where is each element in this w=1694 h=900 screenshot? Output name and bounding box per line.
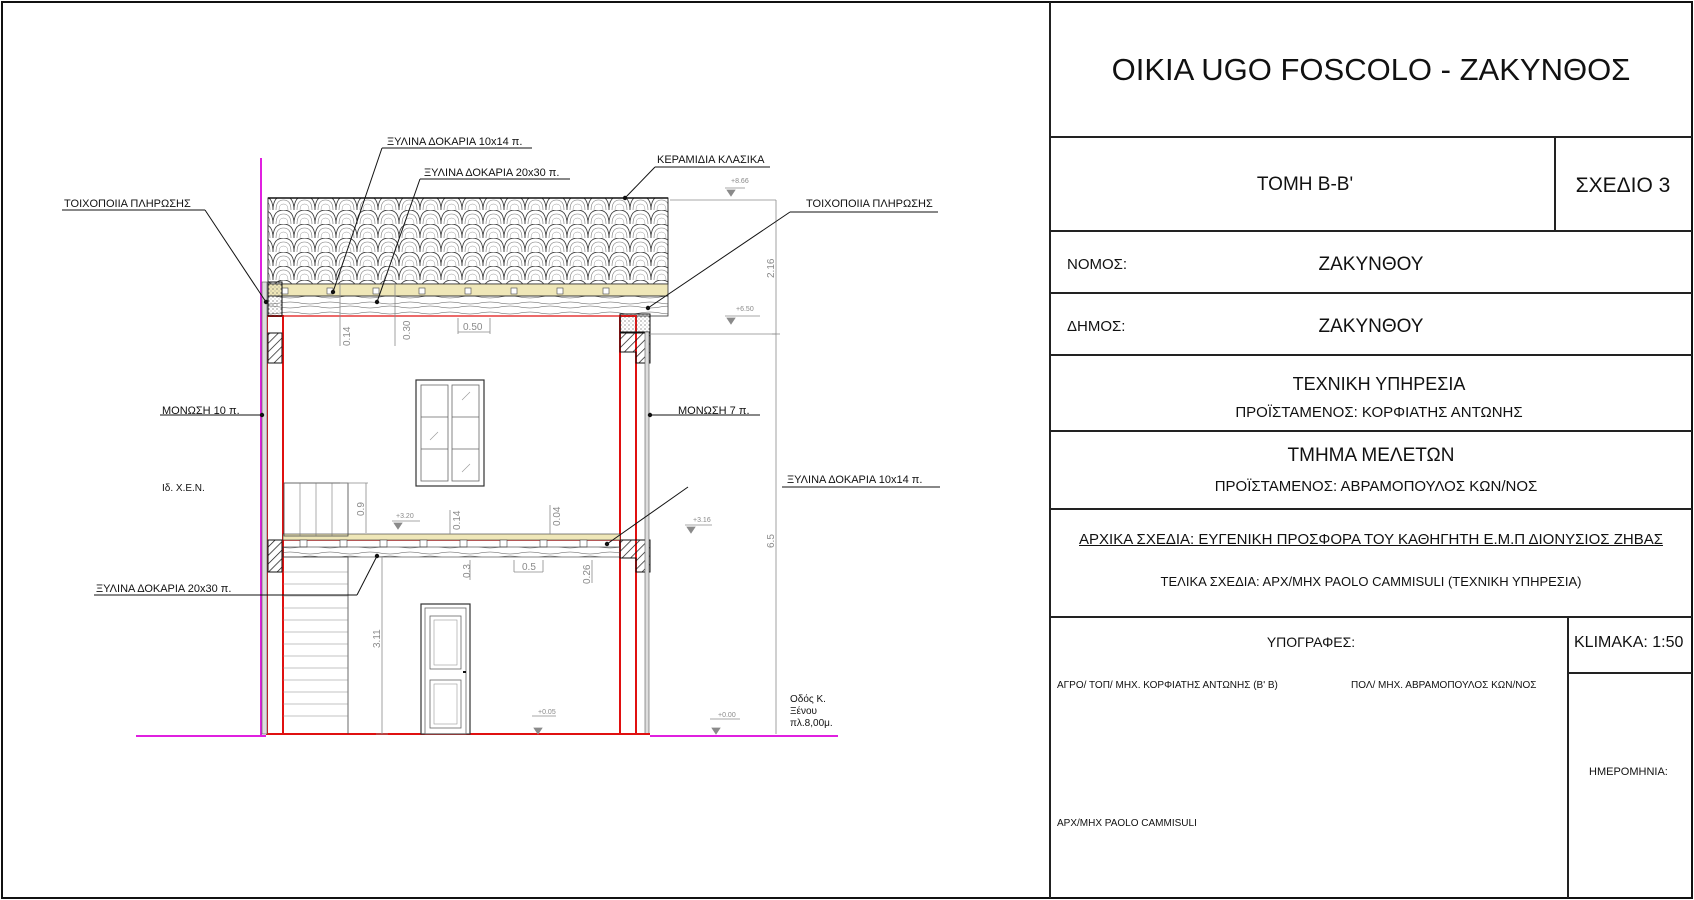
label-insulation-left: ΜΟΝΩΣΗ 10 π.	[162, 405, 240, 417]
label-beam-mid-20x30: ΞΥΛΙΝΑ ΔΟΚΑΡΙΑ 20x30 π.	[96, 583, 232, 595]
divider	[1049, 292, 1692, 294]
level-0-00: +0.00	[718, 712, 736, 719]
label-roof-tiles: ΚΕΡΑΜΙΔΙΑ ΚΛΑΣΙΚΑ	[657, 154, 765, 166]
level-6-50: +6.50	[736, 306, 754, 313]
divider	[1049, 354, 1692, 356]
mid-floor-beam	[283, 547, 620, 557]
stair-stringer	[283, 557, 348, 734]
project-title: OIKIA UGO FOSCOLO - ΖΑΚΥΝΘΟΣ	[1111, 52, 1631, 87]
dim-0-14-top: 0.14	[342, 326, 353, 346]
dimos-label: ΔΗΜΟΣ:	[1067, 318, 1126, 335]
right-wall-infill-top	[620, 314, 650, 332]
dim-3-11: 3.11	[372, 629, 383, 648]
divider	[1567, 672, 1692, 674]
window-upper	[416, 380, 484, 486]
dim-0-9: 0.9	[356, 502, 367, 516]
technical-service-head: ΠΡΟΪΣΤΑΜΕΝΟΣ: ΚΟΡΦΙΑΤΗΣ ΑΝΤΩΝΗΣ	[1235, 404, 1523, 421]
dim-0-26: 0.26	[582, 564, 593, 584]
signer-architect: ΑΡΧ/ΜΗΧ PAOLO CAMMISULI	[1057, 818, 1197, 829]
final-drawings-credit: ΤΕΛΙΚΑ ΣΧΕΔΙΑ: ΑΡΧ/ΜΗΧ PAOLO CAMMISULI (ΤΕΧΝΙΚΗ ΥΠΗΡΕΣΙΑ)	[1160, 574, 1582, 589]
stair-treads	[283, 572, 348, 716]
dim-0-3: 0.3	[462, 564, 473, 578]
label-beam-top-20x30: ΞΥΛΙΝΑ ΔΟΚΑΡΙΑ 20x30 π.	[424, 167, 560, 179]
label-infill-right: ΤΟΙΧΟΠΟΙΙΑ ΠΛΗΡΩΣΗΣ	[806, 198, 933, 210]
divider	[1049, 230, 1692, 232]
left-wall-hatch-top	[268, 333, 282, 363]
label-street-name: Οδός Κ.	[790, 694, 826, 705]
divider	[1049, 616, 1692, 618]
level-3-20: +3.20	[396, 513, 414, 520]
level-8-66: +8.66	[731, 178, 749, 185]
section-title: ΤΟΜΗ Β-Β'	[1256, 174, 1354, 195]
divider	[1049, 136, 1692, 138]
label-beam-top-10x14: ΞΥΛΙΝΑ ΔΟΚΑΡΙΑ 10x14 π.	[387, 136, 523, 148]
signer-surveyor: ΑΓΡΟ/ ΤΟΠ/ ΜΗΧ. ΚΟΡΦΙΑΤΗΣ ΑΝΤΩΝΗΣ (Β' Β)	[1057, 680, 1278, 691]
nomos-value: ΖΑΚΥΝΘΟΥ	[1318, 254, 1424, 275]
dim-2-16: 2.16	[766, 258, 777, 278]
dim-0-5: 0.5	[522, 562, 536, 573]
drawing-number: ΣΧΕΔΙΟ 3	[1575, 174, 1671, 197]
studies-department: ΤΜΗΜΑ ΜΕΛΕΤΩΝ	[1287, 445, 1455, 466]
date-label: ΗΜΕΡΟΜΗΝΙΑ:	[1589, 766, 1668, 778]
level-0-05: +0.05	[538, 709, 556, 716]
label-beam-mid-10x14: ΞΥΛΙΝΑ ΔΟΚΑΡΙΑ 10x14 π.	[787, 474, 923, 486]
label-insulation-right: ΜΟΝΩΣΗ 7 π.	[678, 405, 750, 417]
level-3-16: +3.16	[693, 517, 711, 524]
label-street-width: πλ.8,00μ.	[790, 718, 833, 729]
right-insulation	[645, 332, 649, 734]
left-wall-infill-top	[268, 282, 282, 316]
title-block	[1049, 2, 1692, 898]
mid-floor-deck	[283, 534, 620, 540]
label-street-name-2: Ξένου	[790, 706, 817, 717]
divider	[1554, 136, 1556, 230]
divider	[1049, 508, 1692, 510]
dim-6-5: 6.5	[766, 534, 777, 548]
dim-0-14-mid: 0.14	[452, 510, 463, 530]
door-ground	[421, 604, 470, 734]
dim-0-04: 0.04	[552, 506, 563, 526]
left-wall-upper	[267, 316, 283, 734]
signer-civil-engineer: ΠΟΛ/ ΜΗΧ. ΑΒΡΑΜΟΠΟΥΛΟΣ ΚΩΝ/ΝΟΣ	[1351, 680, 1537, 691]
studies-department-head: ΠΡΟΪΣΤΑΜΕΝΟΣ: ΑΒΡΑΜΟΠΟΥΛΟΣ ΚΩΝ/ΝΟΣ	[1214, 478, 1538, 495]
dim-0-50-top: 0.50	[463, 322, 483, 333]
roof-main-beam	[268, 296, 668, 316]
signatures-label: ΥΠΟΓΡΑΦΕΣ:	[1266, 634, 1356, 650]
left-wall-hatch-mid	[268, 540, 282, 572]
nomos-label: ΝΟΜΟΣ:	[1067, 256, 1128, 273]
mid-floor-blocks	[300, 540, 587, 547]
dim-0-30-top: 0.30	[402, 320, 413, 340]
label-infill-left: ΤΟΙΧΟΠΟΙΙΑ ΠΛΗΡΩΣΗΣ	[64, 198, 191, 210]
divider	[1567, 616, 1569, 898]
initial-drawings-credit: ΑΡΧΙΚΑ ΣΧΕΔΙΑ: ΕΥΓΕΝΙΚΗ ΠΡΟΣΦΟΡΑ ΤΟΥ ΚΑΘΗΓΗΤΗ Ε.Μ.Π ΔΙΟΝΥΣΙΟΣ ΖΗΒΑΣ	[1079, 531, 1663, 548]
technical-service: ΤΕΧΝΙΚΗ ΥΠΗΡΕΣΙΑ	[1292, 374, 1466, 394]
label-neighbour-property: Ιδ. Χ.Ε.Ν.	[162, 483, 205, 494]
dimos-value: ΖΑΚΥΝΘΟΥ	[1318, 316, 1424, 337]
scale-label: KLIMAKA: 1:50	[1574, 634, 1684, 651]
roof-tiles	[268, 198, 668, 284]
divider	[1049, 430, 1692, 432]
left-insulation	[262, 282, 267, 734]
